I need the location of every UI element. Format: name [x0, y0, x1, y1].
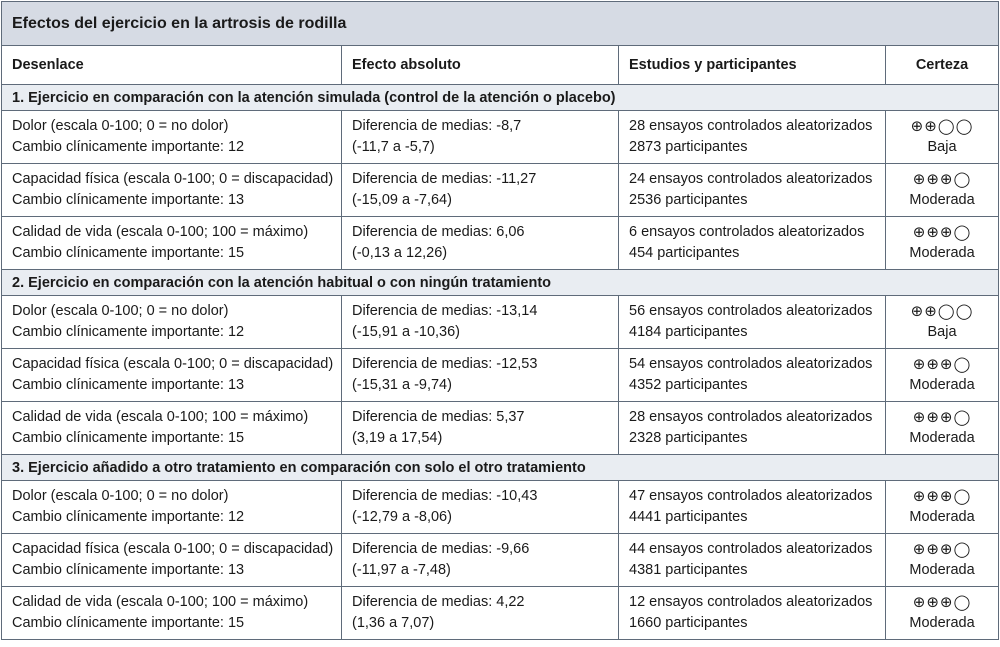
- table-row: [2, 534, 999, 587]
- certainty-cell: [886, 587, 999, 640]
- certainty-rating-icon: ⊕⊕⊕◯: [912, 487, 972, 505]
- studies-line: 47 ensayos controlados aleatorizados: [629, 488, 873, 504]
- evidence-table: [1, 1, 999, 640]
- studies-line: 56 ensayos controlados aleatorizados: [629, 303, 873, 319]
- effect-cell: [342, 349, 619, 402]
- studies-line: 2873 participantes: [629, 139, 748, 155]
- effect-cell: [342, 534, 619, 587]
- table-title: Efectos del ejercicio en la artrosis de rodilla: [2, 2, 999, 46]
- studies-line: 44 ensayos controlados aleatorizados: [629, 541, 873, 557]
- outcome-line: Cambio clínicamente importante: 12: [12, 509, 245, 525]
- effect-line: Diferencia de medias: 6,06: [352, 224, 525, 240]
- studies-line: 4184 participantes: [629, 324, 748, 340]
- studies-line: 1660 participantes: [629, 615, 748, 631]
- studies-line: 6 ensayos controlados aleatorizados: [629, 224, 865, 240]
- section-header-row: [2, 270, 999, 296]
- effect-line: Diferencia de medias: 5,37: [352, 409, 525, 425]
- header-certainty: Certeza: [886, 46, 999, 85]
- outcome-line: Dolor (escala 0-100; 0 = no dolor): [12, 303, 229, 319]
- outcome-line: Cambio clínicamente importante: 12: [12, 324, 245, 340]
- header-effect: Efecto absoluto: [342, 46, 619, 85]
- studies-line: 28 ensayos controlados aleatorizados: [629, 118, 873, 134]
- section-title: 3. Ejercicio añadido a otro tratamiento en comparación con solo el otro tratamiento: [2, 455, 999, 481]
- effect-line: (-15,91 a -10,36): [352, 324, 461, 340]
- certainty-label: Moderada: [909, 615, 975, 631]
- table-row: [2, 164, 999, 217]
- outcome-line: Cambio clínicamente importante: 13: [12, 192, 245, 208]
- certainty-rating-icon: ⊕⊕◯◯: [910, 117, 974, 135]
- outcome-line: Cambio clínicamente importante: 15: [12, 430, 245, 446]
- effect-cell: [342, 164, 619, 217]
- certainty-cell: [886, 481, 999, 534]
- effect-line: (-12,79 a -8,06): [352, 509, 452, 525]
- studies-cell: [619, 217, 886, 270]
- table-row: [2, 481, 999, 534]
- effect-cell: [342, 587, 619, 640]
- certainty-cell: [886, 217, 999, 270]
- effect-cell: [342, 111, 619, 164]
- effect-line: Diferencia de medias: -12,53: [352, 356, 538, 372]
- studies-cell: [619, 296, 886, 349]
- outcome-line: Calidad de vida (escala 0-100; 100 = máximo): [12, 409, 309, 425]
- effect-line: (-11,97 a -7,48): [352, 562, 451, 578]
- outcome-line: Dolor (escala 0-100; 0 = no dolor): [12, 118, 229, 134]
- certainty-cell: [886, 111, 999, 164]
- outcome-line: Capacidad física (escala 0-100; 0 = discapacidad): [12, 356, 334, 372]
- studies-line: 4352 participantes: [629, 377, 748, 393]
- section-header-row: [2, 455, 999, 481]
- outcome-cell: [2, 296, 342, 349]
- studies-line: 12 ensayos controlados aleatorizados: [629, 594, 873, 610]
- studies-cell: [619, 587, 886, 640]
- effect-line: (-0,13 a 12,26): [352, 245, 448, 261]
- outcome-line: Calidad de vida (escala 0-100; 100 = máximo): [12, 224, 309, 240]
- effect-line: Diferencia de medias: -11,27: [352, 171, 537, 187]
- certainty-rating-icon: ⊕⊕⊕◯: [912, 170, 972, 188]
- effect-line: (1,36 a 7,07): [352, 615, 435, 631]
- certainty-rating-icon: ⊕⊕⊕◯: [912, 540, 972, 558]
- certainty-cell: [886, 534, 999, 587]
- section-header-row: [2, 85, 999, 111]
- certainty-label: Moderada: [909, 562, 975, 578]
- studies-cell: [619, 349, 886, 402]
- effect-line: (3,19 a 17,54): [352, 430, 443, 446]
- section-title: 2. Ejercicio en comparación con la atención habitual o con ningún tratamiento: [2, 270, 999, 296]
- outcome-line: Dolor (escala 0-100; 0 = no dolor): [12, 488, 229, 504]
- outcome-line: Cambio clínicamente importante: 15: [12, 245, 245, 261]
- outcome-line: Cambio clínicamente importante: 12: [12, 139, 245, 155]
- outcome-cell: [2, 349, 342, 402]
- table-header-row: [2, 46, 999, 85]
- certainty-label: Baja: [927, 139, 957, 155]
- studies-cell: [619, 402, 886, 455]
- outcome-cell: [2, 402, 342, 455]
- outcome-line: Capacidad física (escala 0-100; 0 = discapacidad): [12, 171, 334, 187]
- table-row: [2, 349, 999, 402]
- certainty-label: Moderada: [909, 192, 975, 208]
- studies-line: 2328 participantes: [629, 430, 748, 446]
- effect-line: Diferencia de medias: 4,22: [352, 594, 525, 610]
- outcome-cell: [2, 534, 342, 587]
- table-row: [2, 111, 999, 164]
- studies-line: 2536 participantes: [629, 192, 748, 208]
- outcome-cell: [2, 481, 342, 534]
- certainty-rating-icon: ⊕⊕⊕◯: [912, 223, 972, 241]
- outcome-cell: [2, 217, 342, 270]
- certainty-cell: [886, 402, 999, 455]
- certainty-rating-icon: ⊕⊕⊕◯: [912, 408, 972, 426]
- certainty-cell: [886, 164, 999, 217]
- certainty-label: Baja: [927, 324, 957, 340]
- effect-line: Diferencia de medias: -13,14: [352, 303, 538, 319]
- effect-line: Diferencia de medias: -9,66: [352, 541, 530, 557]
- effect-cell: [342, 217, 619, 270]
- certainty-label: Moderada: [909, 377, 975, 393]
- effect-cell: [342, 296, 619, 349]
- studies-cell: [619, 164, 886, 217]
- outcome-cell: [2, 164, 342, 217]
- effect-line: (-15,09 a -7,64): [352, 192, 452, 208]
- outcome-line: Cambio clínicamente importante: 13: [12, 377, 245, 393]
- outcome-line: Calidad de vida (escala 0-100; 100 = máximo): [12, 594, 309, 610]
- studies-cell: [619, 534, 886, 587]
- outcome-line: Cambio clínicamente importante: 13: [12, 562, 245, 578]
- table-title-row: [2, 2, 999, 46]
- outcome-line: Capacidad física (escala 0-100; 0 = discapacidad): [12, 541, 334, 557]
- effect-line: Diferencia de medias: -8,7: [352, 118, 522, 134]
- outcome-line: Cambio clínicamente importante: 15: [12, 615, 245, 631]
- certainty-rating-icon: ⊕⊕⊕◯: [912, 593, 972, 611]
- certainty-label: Moderada: [909, 430, 975, 446]
- studies-line: 454 participantes: [629, 245, 740, 261]
- studies-line: 54 ensayos controlados aleatorizados: [629, 356, 873, 372]
- section-title: 1. Ejercicio en comparación con la atención simulada (control de la atención o placebo): [2, 85, 999, 111]
- table-row: [2, 217, 999, 270]
- certainty-label: Moderada: [909, 245, 975, 261]
- studies-line: 24 ensayos controlados aleatorizados: [629, 171, 873, 187]
- studies-line: 28 ensayos controlados aleatorizados: [629, 409, 873, 425]
- certainty-cell: [886, 296, 999, 349]
- certainty-label: Moderada: [909, 509, 975, 525]
- effect-cell: [342, 402, 619, 455]
- effect-line: (-15,31 a -9,74): [352, 377, 452, 393]
- table-row: [2, 402, 999, 455]
- studies-line: 4381 participantes: [629, 562, 748, 578]
- studies-line: 4441 participantes: [629, 509, 748, 525]
- certainty-cell: [886, 349, 999, 402]
- certainty-rating-icon: ⊕⊕⊕◯: [912, 355, 972, 373]
- table-row: [2, 587, 999, 640]
- outcome-cell: [2, 111, 342, 164]
- effect-cell: [342, 481, 619, 534]
- table-row: [2, 296, 999, 349]
- evidence-table-container: [1, 1, 998, 640]
- effect-line: Diferencia de medias: -10,43: [352, 488, 538, 504]
- header-studies: Estudios y participantes: [619, 46, 886, 85]
- header-outcome: Desenlace: [2, 46, 342, 85]
- studies-cell: [619, 481, 886, 534]
- outcome-cell: [2, 587, 342, 640]
- effect-line: (-11,7 a -5,7): [352, 139, 435, 155]
- studies-cell: [619, 111, 886, 164]
- certainty-rating-icon: ⊕⊕◯◯: [910, 302, 974, 320]
